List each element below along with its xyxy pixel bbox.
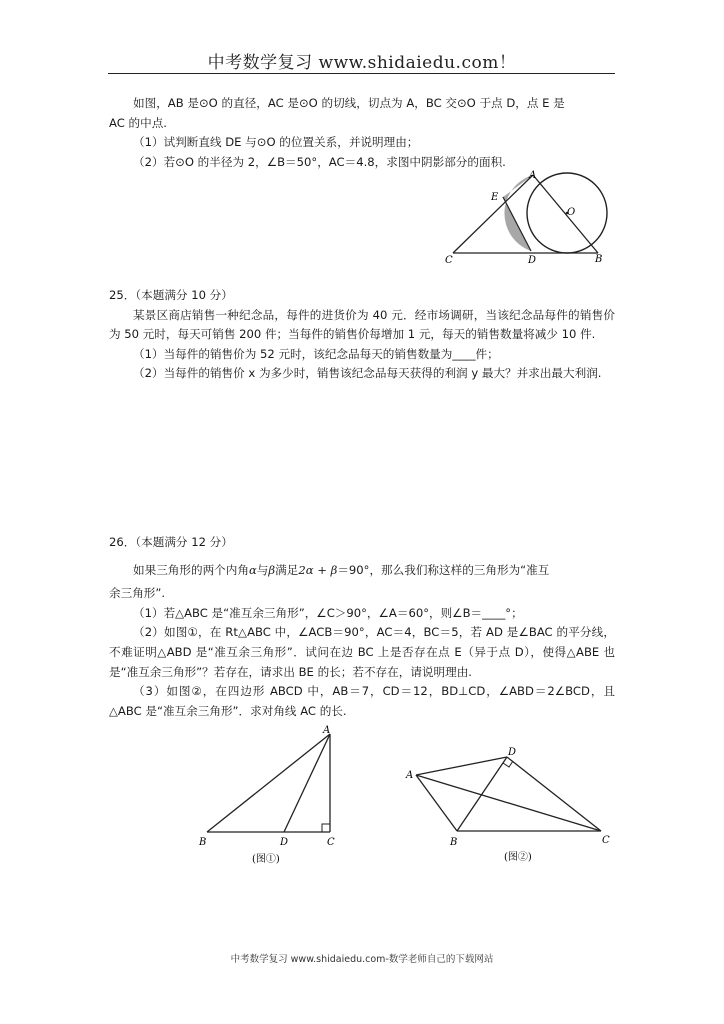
q26-def-e: 余三角形”.: [109, 586, 166, 601]
q24-label-C: C: [445, 255, 453, 266]
fig1-line-AB: [207, 734, 330, 832]
question-26: [109, 533, 615, 721]
q24-stem-line1: 如图，AB 是⊙O 的直径，AC 是⊙O 的切线，切点为 A，BC 交⊙O 于点 D，点 E 是: [133, 96, 565, 110]
q26-part2: （2）如图①，在 Rt△ABC 中，∠ACB＝90°，AC＝4，BC＝5，若 AD 是∠BAC 的平分线，不难证明△ABD 是“准互余三角形”．试问在边 BC 上是否存在点 E（异于点 D），使得△ABE 也是“准互余三角形”？若存在，请求出 BE 的长；若不存在，请说明理由.: [109, 625, 615, 679]
fig1-label-C: C: [327, 837, 335, 848]
fig2-label-B: B: [450, 837, 458, 848]
q26-def-c: 满足: [275, 562, 299, 577]
q26-def-a: 如果三角形的两个内角: [133, 562, 249, 577]
q24-label-B: B: [595, 254, 603, 265]
q24-stem-line2: AC 的中点.: [109, 115, 167, 130]
q26-beta: β: [268, 562, 276, 577]
fig2-label-D: D: [508, 747, 517, 758]
fig2-label-A: A: [406, 770, 414, 781]
page-footer: 中考数学复习 www.shidaiedu.com-数学老师自己的下载网站: [230, 954, 494, 965]
q26-def-b: 与: [256, 562, 269, 577]
q24-part1: （1）试判断直线 DE 与⊙O 的位置关系，并说明理由；: [133, 135, 419, 150]
fig2-line-BD: [457, 757, 507, 831]
q24-part2: （2）若⊙O 的半径为 2，∠B＝50°，AC＝4.8，求图中阴影部分的面积.: [133, 154, 506, 169]
q25-part2: （2）当每件的销售价 x 为多少时，销售该纪念品每天获得的利润 y 最大？并求出最大利润.: [133, 366, 602, 381]
question-24: [109, 94, 615, 172]
fig2-label-C: C: [602, 835, 610, 846]
fig1-label-B: B: [199, 837, 207, 848]
fig1-caption: (图①): [252, 854, 280, 865]
q24-shaded-region: [503, 175, 533, 251]
fig2-right-angle: [503, 761, 513, 767]
q24-circle-figure: [440, 170, 615, 266]
q25-part1: （1）当每件的销售价为 52 元时，该纪念品每天的销售数量为____件；: [133, 346, 499, 361]
fig2-line-AD: [416, 757, 507, 775]
q26-figure-1: [190, 722, 350, 867]
q26-definition: [109, 561, 615, 581]
header-divider: [108, 73, 615, 74]
question-25: [109, 286, 615, 384]
q26-part1: （1）若△ABC 是“准互余三角形”，∠C＞90°，∠A＝60°，则∠B＝____°；: [133, 605, 523, 620]
q26-formula: 2α + β: [298, 562, 338, 577]
q26-part3: （3）如图②，在四边形 ABCD 中，AB＝7，CD＝12，BD⊥CD，∠ABD＝2∠BCD，且△ABC 是“准互余三角形”．求对角线 AC 的长.: [109, 684, 615, 718]
q25-stem: 某景区商店销售一种纪念品，每件的进货价为 40 元．经市场调研，当该纪念品每件的销售价为 50 元时，每天可销售 200 件；当每件的销售价每增加 1 元，每天的销售数量将减少 10 件.: [109, 307, 615, 342]
fig1-line-AD: [284, 734, 330, 832]
q26-heading: 26．（本题满分 12 分）: [109, 535, 233, 549]
fig2-caption: (图②): [504, 852, 532, 863]
q26-alpha: α: [248, 562, 257, 577]
fig1-label-D: D: [280, 837, 289, 848]
q24-line-AB: [533, 175, 598, 253]
q24-label-E: E: [491, 192, 499, 203]
q24-label-O: O: [567, 207, 576, 218]
q24-label-A: A: [529, 170, 537, 181]
fig2-line-AC: [416, 775, 601, 831]
q24-label-D: D: [528, 255, 537, 266]
fig1-right-angle: [322, 824, 330, 832]
fig2-line-DC: [507, 757, 601, 831]
q25-heading: 25．（本题满分 10 分）: [109, 288, 233, 302]
q26-def-d: ＝90°，那么我们称这样的三角形为“准互: [337, 562, 550, 577]
q26-figure-2: [400, 740, 620, 865]
page-header-title: 中考数学复习 www.shidaiedu.com！: [207, 53, 517, 73]
fig1-label-A: A: [323, 725, 331, 736]
fig2-line-AB: [416, 775, 457, 831]
